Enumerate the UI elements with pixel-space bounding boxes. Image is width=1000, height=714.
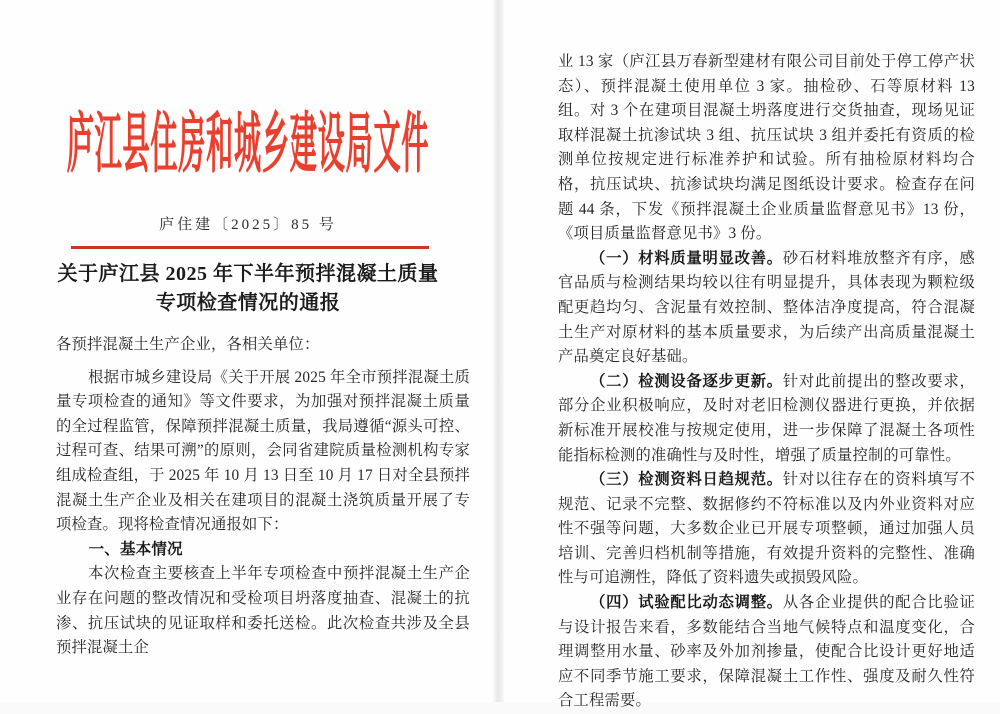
paragraph: 本次检查主要核查上半年专项检查中预拌混凝土生产企业存在问题的整改情况和受检项目坍落度抽查、混凝土的抗渗、抗压试块的见证取样和委托送检。此次检查共涉及全县预拌混凝土企 (56, 565, 470, 657)
left-page (0, 0, 496, 702)
red-separator-line (71, 246, 429, 249)
paragraph: （二）检测设备逐步更新。针对此前提出的整改要求，部分企业积极响应，及时对老旧检测仪器进行更换，并依据新标准开展校准与按规定使用，进一步保障了混凝土各项性能指标检测的准确性与及时性，增强了质量控制的可靠性。 (558, 372, 975, 464)
paragraph: 根据市城乡建设局《关于开展 2025 年全市预拌混凝土质量专项检查的通知》等文件要求，为加强对预拌混凝土质量的全过程监管，保障预拌混凝土质量，我局遵循“源头可控、过程可查、结果可溯”的原则，会同省建院质量检测机构专家组成检查组，于 2025 年 10 月 13 日至 10 月 17 日对全县预拌混凝土生产企业及相关在建项目的混凝土浇筑质量开展了专项检查。现将检查情况通报如下： (56, 368, 470, 534)
paragraph-lead: （二）检测设备逐步更新。 (590, 372, 783, 390)
agency-header-text: 庐江县住房和城乡建设局文件 (66, 107, 430, 181)
left-page-body (56, 333, 470, 661)
paragraph: 业 13 家（庐江县万春新型建材有限公司目前处于停工停产状态）、预拌混凝土使用单位 3 家。抽检砂、石等原材料 13 组。对 3 个在建项目混凝土坍落度进行交货抽查，现场见证取样混凝土抗渗试块 3 组、抗压试块 3 组并委托有资质的检测单位按规定进行标准养护和试验。所有抽检原材料均合格，抗压试块、抗渗试块均满足图纸设计要求。检查存在问题 44 条，下发《预拌混凝土企业质量监督意见书》13 份，《项目质量监督意见书》3 份。 (558, 53, 975, 243)
document-number: 庐住建〔2025〕85 号 (159, 217, 337, 233)
right-page (504, 0, 1000, 710)
page-gutter-divider (493, 0, 504, 702)
document-title (28, 260, 468, 318)
paragraph-lead: （三）检测资料日趋规范。 (590, 471, 783, 489)
paragraph: （四）试验配比动态调整。从各企业提供的配合比验证与设计报告来看，多数能结合当地气候特点和温度变化，合理调整用水量、砂率及外加剂掺量，使配合比设计更好地适应不同季节施工要求，保障混凝土工作性、强度及耐久性符合工程需要。 (558, 594, 975, 710)
document-title-line1: 关于庐江县 2025 年下半年预拌混凝土质量 (57, 263, 439, 285)
section-heading: 一、基本情况 (88, 540, 183, 558)
paragraph: （三）检测资料日趋规范。针对以往存在的资料填写不规范、记录不完整、数据修约不符标准以及内外业资料对应性不强等问题，大多数企业已开展专项整顿，通过加强人员培训、完善归档机制等措施，有效提升资料的完整性、准确性与可追溯性，降低了资料遗失或损毁风险。 (558, 471, 975, 587)
paragraph: 各预拌混凝土生产企业，各相关单位： (56, 336, 320, 353)
paragraph-lead: （四）试验配比动态调整。 (590, 594, 783, 612)
paragraph-lead: （一）材料质量明显改善。 (590, 249, 783, 267)
agency-header (0, 92, 496, 182)
paragraph: （一）材料质量明显改善。砂石材料堆放整齐有序，感官品质与检测结果均较以往有明显提升，具体表现为颗粒级配更趋均匀、含泥量有效控制、整体洁净度提高，符合混凝土生产对原材料的基本质量要求，为后续产出高质量混凝土产品奠定良好基础。 (558, 249, 975, 366)
document-title-line2: 专项检查情况的通报 (155, 292, 341, 314)
right-page-body (558, 50, 975, 714)
